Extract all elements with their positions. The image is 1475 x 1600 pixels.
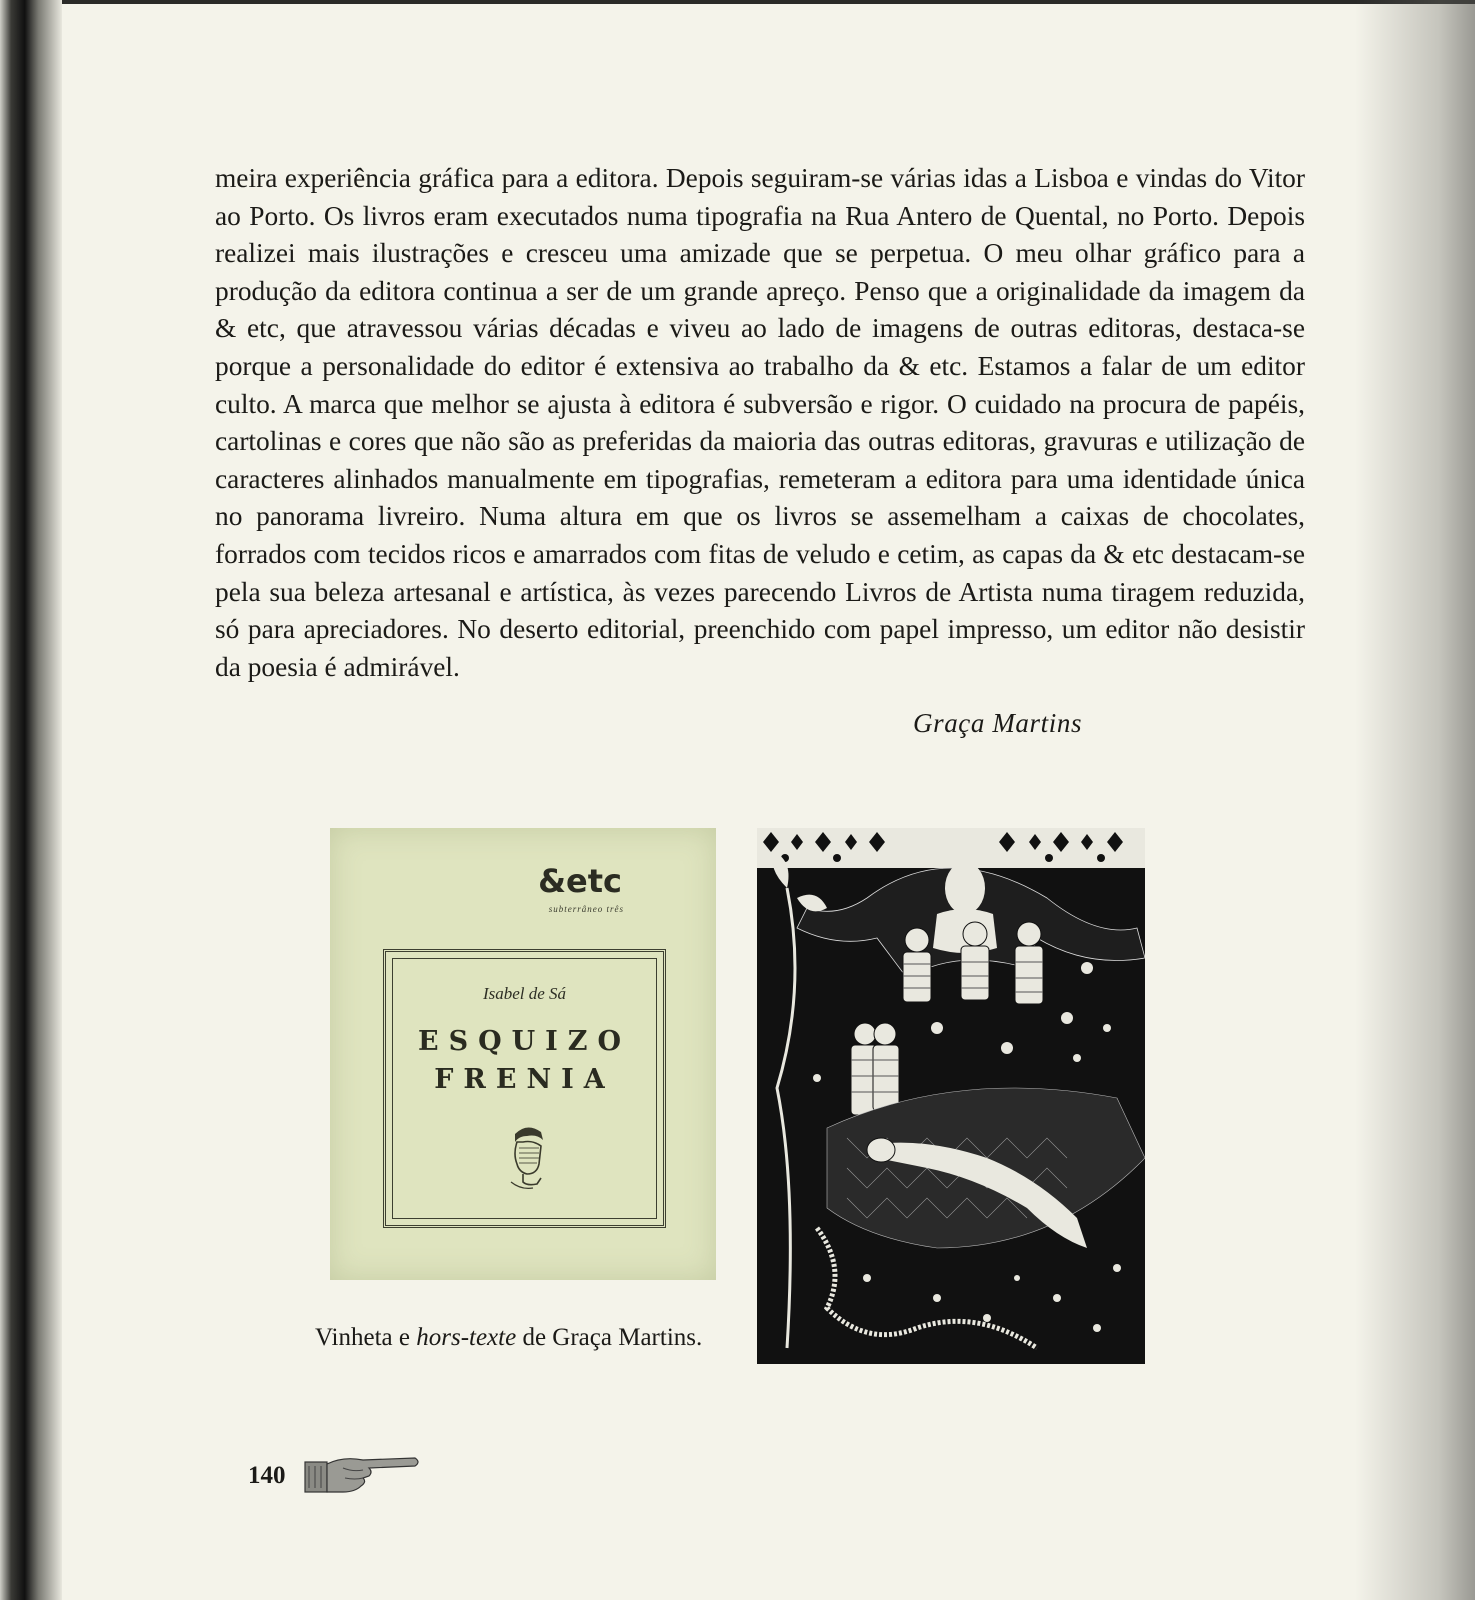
page-top-edge: [0, 0, 1475, 4]
figure-caption: [315, 1324, 702, 1352]
caption-text-end: de Graça Martins.: [516, 1324, 703, 1351]
body-paragraph: meira experiência gráfica para a editora. Depois seguiram-se várias idas a Lisboa e vindas do Vitor ao Porto. Os livros eram executados numa tipografia na Rua Antero de Quental, no Porto. Depois realizei mais ilustrações e cresceu uma amizade que se perpetua. O meu olhar gráfico para a produção da editora continua a ser de um grande apreço. Penso que a originalidade da imagem da & etc, que atravessou várias décadas e viveu ao lado de imagens de outras editoras, destaca-se porque a personalidade do editor é extensiva ao trabalho da & etc. Estamos a falar de um editor culto. A marca que melhor se ajusta à editora é subversão e rigor. O cuidado na procura de papéis, cartolinas e cores que não são as preferidas da maioria das outras editoras, gravuras e utilização de caracteres alinhados manualmente em tipografias, remeteram a editora para uma identidade única no panorama livreiro. Numa altura em que os livros se assemelham a caixas de chocolates, forrados com tecidos ricos e amarrados com fitas de veludo e cetim, as capas da & etc destacam-se pela sua beleza artesanal e artística, às vezes parecendo Livros de Artista numa tiragem reduzida, só para apreciadores. No deserto editorial, preenchido com papel impresso, um editor não desistir da poesia é admirável.: [215, 163, 1305, 682]
pointing-hand-icon: [303, 1448, 423, 1498]
cover-frame: [383, 949, 666, 1228]
caption-italic-term: hors-texte: [416, 1324, 517, 1351]
page-curl-shadow: [1355, 0, 1475, 1600]
cover-series-label: subterrâneo três: [548, 904, 624, 914]
author-signature: Graça Martins: [913, 708, 1083, 738]
book-binding: [0, 0, 62, 1600]
cover-title-line-1: ESQUIZO: [417, 1026, 631, 1057]
caption-text-start: Vinheta e: [315, 1324, 417, 1351]
cover-publisher-logo: &etc: [538, 862, 622, 900]
hors-texte-illustration: [757, 828, 1145, 1364]
cover-title-line-2: FRENIA: [434, 1064, 615, 1095]
book-cover-image: [330, 828, 716, 1280]
cover-vignette-head: [497, 1120, 557, 1194]
cover-author: Isabel de Sá: [482, 984, 567, 1003]
page-number: 140: [248, 1462, 286, 1489]
